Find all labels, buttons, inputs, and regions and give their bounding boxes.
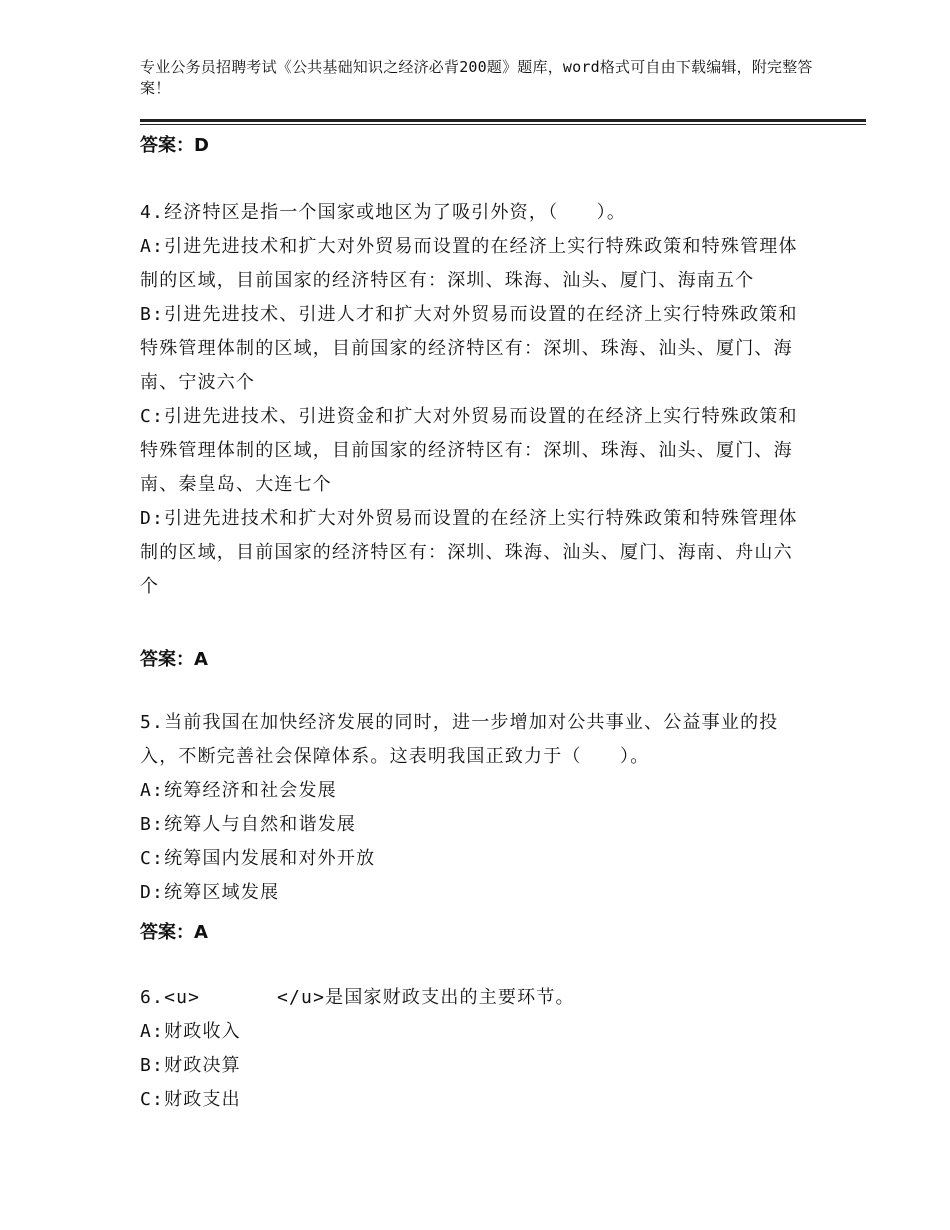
option-a: A:财政收入 <box>140 1021 241 1042</box>
option-a: A:统筹经济和社会发展 <box>140 780 337 801</box>
header-rule-thick <box>140 119 866 122</box>
answer-q3: 答案：D <box>140 135 209 156</box>
question-6 <box>140 981 810 1117</box>
option-b: B:引进先进技术、引进人才和扩大对外贸易而设置的在经济上实行特殊政策和特殊管理体制的区域，目前国家的经济特区有：深圳、珠海、汕头、厦门、海南、宁波六个 <box>140 304 798 393</box>
answer-q5: 答案：A <box>140 922 208 943</box>
question-5 <box>140 706 810 910</box>
option-b: B:财政决算 <box>140 1055 241 1076</box>
option-c: C:财政支出 <box>140 1089 241 1110</box>
question-stem: 6.<u> </u>是国家财政支出的主要环节。 <box>140 987 575 1008</box>
option-b: B:统筹人与自然和谐发展 <box>140 814 357 835</box>
document-header: 专业公务员招聘考试《公共基础知识之经济必背200题》题库，word格式可自由下载编辑，附完整答案！ <box>140 58 813 97</box>
option-c: C:统筹国内发展和对外开放 <box>140 848 376 869</box>
option-a: A:引进先进技术和扩大对外贸易而设置的在经济上实行特殊政策和特殊管理体制的区域，目前国家的经济特区有：深圳、珠海、汕头、厦门、海南五个 <box>140 236 798 291</box>
answer-q4: 答案：A <box>140 649 208 670</box>
header-rule-thin <box>140 124 866 125</box>
question-stem: 4.经济特区是指一个国家或地区为了吸引外资，（ ）。 <box>140 202 627 223</box>
question-stem: 5.当前我国在加快经济发展的同时，进一步增加对公共事业、公益事业的投入，不断完善社会保障体系。这表明我国正致力于（ ）。 <box>140 712 779 767</box>
option-c: C:引进先进技术、引进资金和扩大对外贸易而设置的在经济上实行特殊政策和特殊管理体制的区域，目前国家的经济特区有：深圳、珠海、汕头、厦门、海南、秦皇岛、大连七个 <box>140 406 798 495</box>
option-d: D:引进先进技术和扩大对外贸易而设置的在经济上实行特殊政策和特殊管理体制的区域，目前国家的经济特区有：深圳、珠海、汕头、厦门、海南、舟山六个 <box>140 508 798 597</box>
option-d: D:统筹区域发展 <box>140 882 280 903</box>
question-4 <box>140 196 810 604</box>
